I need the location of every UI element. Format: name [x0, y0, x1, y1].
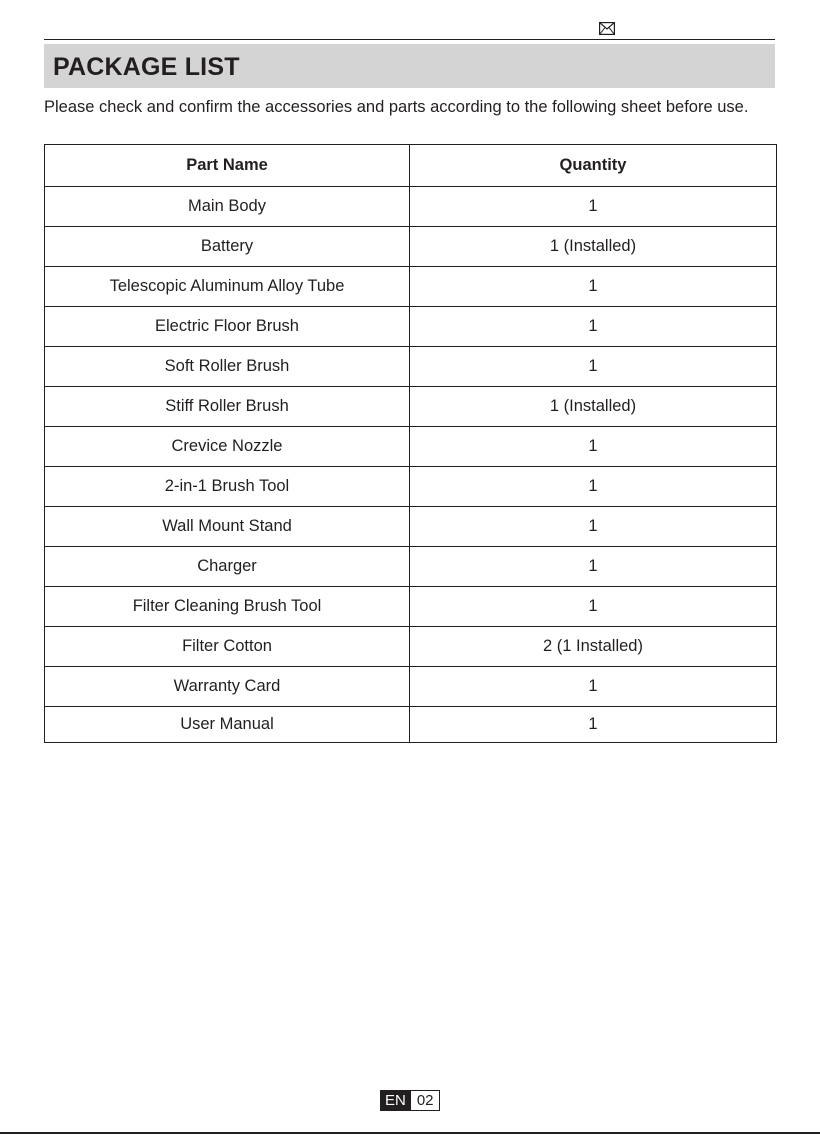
- part-name-cell: Electric Floor Brush: [45, 307, 410, 347]
- quantity-cell: 1: [410, 707, 777, 743]
- table-header-row: [45, 145, 777, 187]
- package-table: [44, 144, 777, 743]
- language-badge: EN: [381, 1091, 411, 1110]
- quantity-cell: 1: [410, 587, 777, 627]
- page-title: PACKAGE LIST: [53, 53, 240, 81]
- quantity-cell: 1: [410, 507, 777, 547]
- part-name-cell: Filter Cleaning Brush Tool: [45, 587, 410, 627]
- part-name-cell: Charger: [45, 547, 410, 587]
- table-row: [45, 627, 777, 667]
- quantity-cell: 1: [410, 267, 777, 307]
- table-row: [45, 267, 777, 307]
- part-name-cell: Crevice Nozzle: [45, 427, 410, 467]
- page-number: 02: [411, 1091, 439, 1110]
- header-rule: [44, 39, 775, 40]
- table-row: [45, 547, 777, 587]
- envelope-icon: [599, 22, 615, 35]
- table-row: [45, 467, 777, 507]
- table-row: [45, 587, 777, 627]
- quantity-cell: 1: [410, 667, 777, 707]
- table-row: [45, 187, 777, 227]
- section-title-bar: [44, 44, 775, 88]
- table-row: [45, 347, 777, 387]
- table-row: [45, 307, 777, 347]
- part-name-cell: Battery: [45, 227, 410, 267]
- quantity-cell: 1: [410, 307, 777, 347]
- quantity-cell: 2 (1 Installed): [410, 627, 777, 667]
- part-name-cell: Stiff Roller Brush: [45, 387, 410, 427]
- quantity-cell: 1: [410, 547, 777, 587]
- part-name-cell: 2-in-1 Brush Tool: [45, 467, 410, 507]
- quantity-cell: 1: [410, 467, 777, 507]
- table-row: [45, 707, 777, 743]
- part-name-cell: Main Body: [45, 187, 410, 227]
- quantity-cell: 1 (Installed): [410, 227, 777, 267]
- column-header-quantity: Quantity: [410, 145, 777, 187]
- table-row: [45, 507, 777, 547]
- table-row: [45, 387, 777, 427]
- part-name-cell: Warranty Card: [45, 667, 410, 707]
- quantity-cell: 1: [410, 427, 777, 467]
- quantity-cell: 1: [410, 347, 777, 387]
- part-name-cell: Wall Mount Stand: [45, 507, 410, 547]
- intro-text: Please check and confirm the accessories and parts according to the following sheet before use.: [44, 98, 749, 116]
- footer-rule: [0, 1132, 820, 1134]
- column-header-part-name: Part Name: [45, 145, 410, 187]
- table-row: [45, 667, 777, 707]
- part-name-cell: Telescopic Aluminum Alloy Tube: [45, 267, 410, 307]
- part-name-cell: Filter Cotton: [45, 627, 410, 667]
- part-name-cell: User Manual: [45, 707, 410, 743]
- part-name-cell: Soft Roller Brush: [45, 347, 410, 387]
- quantity-cell: 1: [410, 187, 777, 227]
- table-row: [45, 227, 777, 267]
- quantity-cell: 1 (Installed): [410, 387, 777, 427]
- table-row: [45, 427, 777, 467]
- page-footer: [380, 1090, 440, 1111]
